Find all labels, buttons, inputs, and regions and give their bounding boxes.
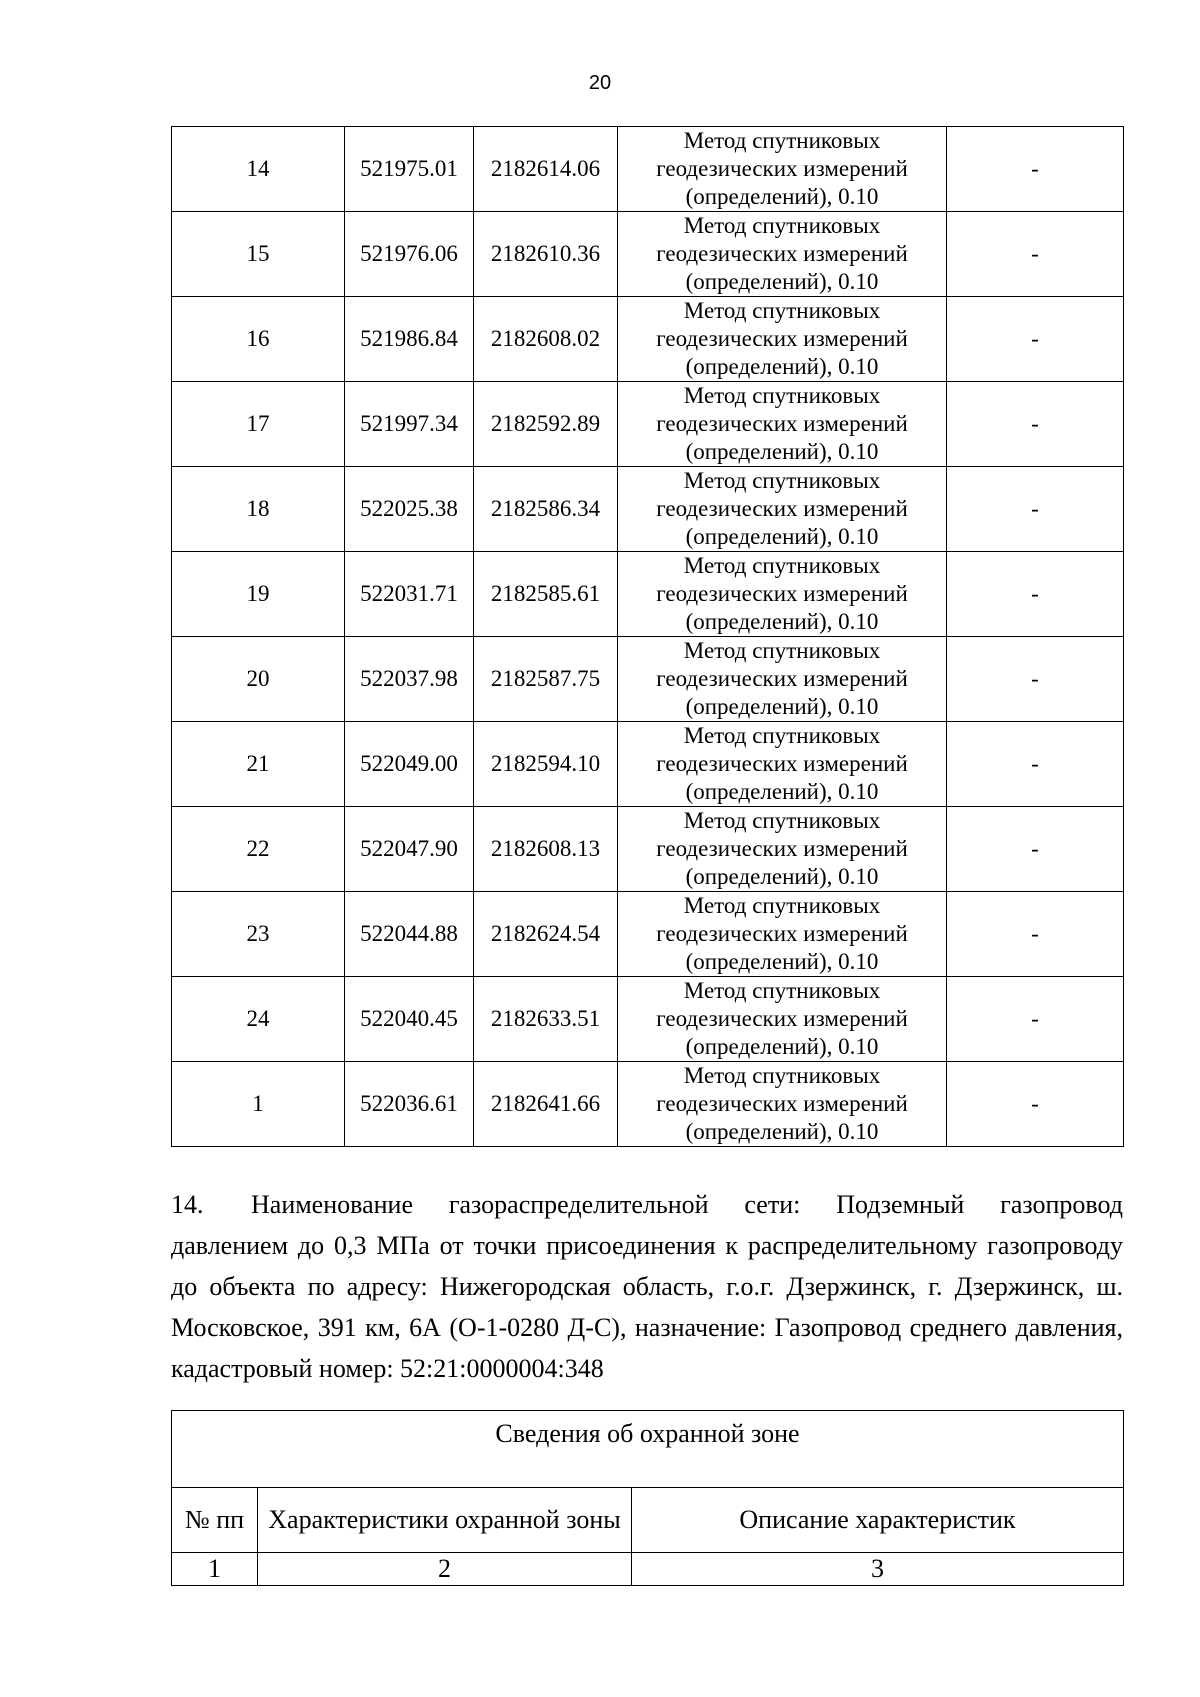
method-line: Метод спутниковых [683, 808, 881, 833]
note-cell: - [947, 807, 1124, 892]
method-line: (определений), 0.10 [685, 949, 879, 974]
coordinates-table [171, 126, 1124, 1147]
table-row [172, 297, 1124, 382]
x-coordinate-cell: 522025.38 [345, 467, 474, 552]
method-line: (определений), 0.10 [685, 1119, 879, 1144]
method-line: Метод спутниковых [683, 1063, 881, 1088]
method-line: Метод спутниковых [683, 468, 881, 493]
table-row [172, 127, 1124, 212]
point-cell: 20 [172, 637, 345, 722]
method-line: геодезических измерений [656, 411, 908, 436]
x-coordinate-cell: 522031.71 [345, 552, 474, 637]
point-cell: 21 [172, 722, 345, 807]
note-cell: - [947, 382, 1124, 467]
point-cell: 1 [172, 1062, 345, 1147]
method-line: (определений), 0.10 [685, 184, 879, 209]
table-row [172, 807, 1124, 892]
x-coordinate-cell: 522036.61 [345, 1062, 474, 1147]
point-cell: 19 [172, 552, 345, 637]
method-line: Метод спутниковых [683, 893, 881, 918]
note-cell: - [947, 892, 1124, 977]
x-coordinate-cell: 522037.98 [345, 637, 474, 722]
note-cell: - [947, 212, 1124, 297]
table-row [172, 552, 1124, 637]
table-row [172, 892, 1124, 977]
zone-index-3: 3 [632, 1553, 1124, 1586]
method-line: Метод спутниковых [683, 213, 881, 238]
table-row [172, 977, 1124, 1062]
table-row [172, 467, 1124, 552]
section-text: Наименование газораспределительной сети: Подземный газопровод давлением до 0,3 МПа от точки присоединения к распределительному газопроводу до объекта по адресу: Нижегородская область, г.о.г. Дзержинск, г. Дзержинск, ш. Московское, 391 км, 6А (О-1-0280 Д-С), назначение: Газопровод среднего давления, кадастровый номер: 52:21:0000004:348 [171, 1190, 1123, 1383]
point-cell: 15 [172, 212, 345, 297]
method-line: геодезических измерений [656, 836, 908, 861]
method-line: геодезических измерений [656, 581, 908, 606]
method-line: (определений), 0.10 [685, 864, 879, 889]
note-cell: - [947, 977, 1124, 1062]
method-cell [618, 1062, 947, 1147]
section-paragraph [171, 1184, 1123, 1389]
method-cell [618, 722, 947, 807]
y-coordinate-cell: 2182641.66 [474, 1062, 618, 1147]
x-coordinate-cell: 522040.45 [345, 977, 474, 1062]
point-cell: 18 [172, 467, 345, 552]
method-line: геодезических измерений [656, 156, 908, 181]
method-cell [618, 382, 947, 467]
table-row [172, 637, 1124, 722]
method-cell [618, 977, 947, 1062]
y-coordinate-cell: 2182614.06 [474, 127, 618, 212]
method-line: геодезических измерений [656, 666, 908, 691]
method-line: (определений), 0.10 [685, 694, 879, 719]
y-coordinate-cell: 2182608.13 [474, 807, 618, 892]
method-line: Метод спутниковых [683, 553, 881, 578]
table-row [172, 212, 1124, 297]
point-cell: 17 [172, 382, 345, 467]
method-line: (определений), 0.10 [685, 609, 879, 634]
zone-table-title: Сведения об охранной зоне [172, 1411, 1124, 1488]
y-coordinate-cell: 2182585.61 [474, 552, 618, 637]
method-line: геодезических измерений [656, 751, 908, 776]
point-cell: 14 [172, 127, 345, 212]
method-line: (определений), 0.10 [685, 439, 879, 464]
note-cell: - [947, 722, 1124, 807]
zone-index-1: 1 [172, 1553, 258, 1586]
method-line: (определений), 0.10 [685, 269, 879, 294]
table-row [172, 1062, 1124, 1147]
method-cell [618, 297, 947, 382]
zone-header-description: Описание характеристик [632, 1488, 1124, 1553]
method-cell [618, 127, 947, 212]
method-line: геодезических измерений [656, 921, 908, 946]
y-coordinate-cell: 2182594.10 [474, 722, 618, 807]
method-line: Метод спутниковых [683, 723, 881, 748]
y-coordinate-cell: 2182633.51 [474, 977, 618, 1062]
x-coordinate-cell: 521997.34 [345, 382, 474, 467]
point-cell: 24 [172, 977, 345, 1062]
y-coordinate-cell: 2182610.36 [474, 212, 618, 297]
y-coordinate-cell: 2182608.02 [474, 297, 618, 382]
note-cell: - [947, 467, 1124, 552]
x-coordinate-cell: 521986.84 [345, 297, 474, 382]
method-line: геодезических измерений [656, 496, 908, 521]
method-cell [618, 552, 947, 637]
method-line: (определений), 0.10 [685, 779, 879, 804]
method-line: геодезических измерений [656, 241, 908, 266]
table-row [172, 382, 1124, 467]
method-line: (определений), 0.10 [685, 524, 879, 549]
method-line: Метод спутниковых [683, 978, 881, 1003]
protection-zone-table [171, 1410, 1124, 1586]
y-coordinate-cell: 2182624.54 [474, 892, 618, 977]
x-coordinate-cell: 521975.01 [345, 127, 474, 212]
method-line: геодезических измерений [656, 1006, 908, 1031]
method-cell [618, 467, 947, 552]
method-line: (определений), 0.10 [685, 354, 879, 379]
method-line: Метод спутниковых [683, 638, 881, 663]
note-cell: - [947, 1062, 1124, 1147]
note-cell: - [947, 127, 1124, 212]
method-cell [618, 807, 947, 892]
method-cell [618, 212, 947, 297]
note-cell: - [947, 297, 1124, 382]
note-cell: - [947, 552, 1124, 637]
zone-header-characteristics: Характеристики охранной зоны [258, 1488, 632, 1553]
x-coordinate-cell: 522044.88 [345, 892, 474, 977]
y-coordinate-cell: 2182587.75 [474, 637, 618, 722]
x-coordinate-cell: 522047.90 [345, 807, 474, 892]
section-number: 14. [171, 1190, 204, 1219]
zone-index-2: 2 [258, 1553, 632, 1586]
note-cell: - [947, 637, 1124, 722]
x-coordinate-cell: 521976.06 [345, 212, 474, 297]
method-cell [618, 892, 947, 977]
x-coordinate-cell: 522049.00 [345, 722, 474, 807]
method-line: (определений), 0.10 [685, 1034, 879, 1059]
zone-header-number: № пп [172, 1488, 258, 1553]
method-line: Метод спутниковых [683, 298, 881, 323]
point-cell: 16 [172, 297, 345, 382]
point-cell: 23 [172, 892, 345, 977]
method-line: Метод спутниковых [683, 128, 881, 153]
point-cell: 22 [172, 807, 345, 892]
method-cell [618, 637, 947, 722]
table-row [172, 722, 1124, 807]
page-number: 20 [588, 72, 612, 94]
method-line: Метод спутниковых [683, 383, 881, 408]
y-coordinate-cell: 2182586.34 [474, 467, 618, 552]
method-line: геодезических измерений [656, 326, 908, 351]
y-coordinate-cell: 2182592.89 [474, 382, 618, 467]
method-line: геодезических измерений [656, 1091, 908, 1116]
